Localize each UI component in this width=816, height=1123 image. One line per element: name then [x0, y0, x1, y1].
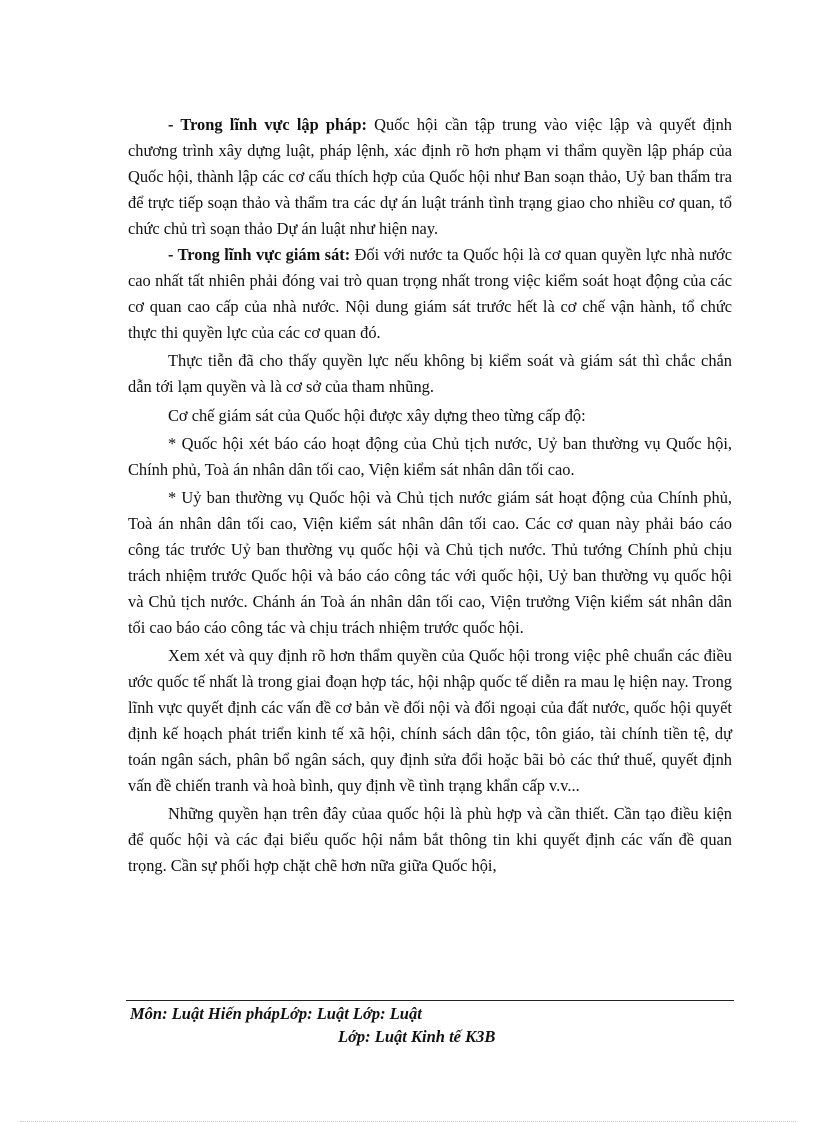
paragraph	[128, 801, 732, 879]
document-body	[128, 112, 732, 879]
paragraph-lead: - Trong lĩnh vực lập pháp:	[168, 115, 367, 134]
page-bottom-edge	[20, 1121, 796, 1122]
paragraph	[128, 485, 732, 641]
paragraph-text: * Uỷ ban thường vụ Quốc hội và Chủ tịch nước giám sát hoạt động của Chính phủ, Toà án nhân dân tối cao, Viện kiểm sát nhân dân tối cao. Các cơ quan này phải báo cáo công tác trước Uỷ ban thường vụ quốc hội và Chủ tịch nước. Thủ tướng Chính phủ chịu trách nhiệm trước Quốc hội và báo cáo công tác với quốc hội, Uỷ ban thường vụ quốc hội và Chủ tịch nước. Chánh án Toà án nhân dân tối cao, Viện trưởng Viện kiểm sát nhân dân tối cao báo cáo công tác và chịu trách nhiệm trước quốc hội.	[128, 488, 732, 637]
paragraph-text: Xem xét và quy định rõ hơn thẩm quyền của Quốc hội trong việc phê chuẩn các điều ước quốc tế nhất là trong giai đoạn hợp tác, hội nhập quốc tế diễn ra mau lẹ hiện nay. Trong lĩnh vực quyết định các vấn đề cơ bản về đối nội và đối ngoại của đất nước, quốc hội quyết định kế hoạch phát triển kinh tế xã hội, chính sách dân tộc, tôn giáo, tài chính tiền tệ, dự toán ngân sách, phân bổ ngân sách, quy định sửa đổi hoặc bãi bỏ các thứ thuế, quyết định vấn đề chiến tranh và hoà bình, quy định về tình trạng khẩn cấp v.v...	[128, 646, 732, 795]
paragraph-text: Những quyền hạn trên đây củaa quốc hội là phù hợp và cần thiết. Cần tạo điều kiện để quốc hội và các đại biểu quốc hội nắm bắt thông tin khi quyết định các vấn đề quan trọng. Cần sự phối hợp chặt chẽ hơn nữa giữa Quốc hội,	[128, 804, 732, 875]
paragraph-text: Quốc hội cần tập trung vào việc lập và quyết định chương trình xây dựng luật, pháp lệnh, xác định rõ hơn phạm vi thẩm quyền lập pháp của Quốc hội, thành lập các cơ cấu thích hợp của Quốc hội như Ban soạn thảo, Uỷ ban thẩm tra để trực tiếp soạn thảo và thẩm tra các dự án luật tránh tình trạng giao cho nhiều cơ quan, tổ chức chủ trì soạn thảo Dự án luật như hiện nay.	[128, 115, 732, 238]
footer-class-line: Lớp: Luật Kinh tế K3B	[338, 1027, 496, 1046]
paragraph	[128, 643, 732, 799]
paragraph-text: Cơ chế giám sát của Quốc hội được xây dựng theo từng cấp độ:	[168, 406, 586, 425]
paragraph-text: Thực tiễn đã cho thấy quyền lực nếu không bị kiểm soát và giám sát thì chắc chắn dẫn tới lạm quyền và là cơ sở của tham nhũng.	[128, 351, 732, 396]
paragraph-text: Đối với nước ta Quốc hội là cơ quan quyền lực nhà nước cao nhất tất nhiên phải đóng vai trò quan trọng nhất trong việc kiểm soát hoạt động của các cơ quan cao cấp của nhà nước. Nội dung giám sát trước hết là cơ chế vận hành, tổ chức thực thi quyền lực của các cơ quan đó.	[128, 245, 732, 342]
paragraph-text: * Quốc hội xét báo cáo hoạt động của Chủ tịch nước, Uỷ ban thường vụ Quốc hội, Chính phủ, Toà án nhân dân tối cao, Viện kiểm sát nhân dân tối cao.	[128, 434, 732, 479]
paragraph	[128, 431, 732, 483]
paragraph	[128, 112, 732, 242]
paragraph-lead: - Trong lĩnh vực giám sát:	[168, 245, 351, 264]
footer-course-line: Môn: Luật Hiến phápLớp: Luật Lớp: Luật	[130, 1004, 422, 1023]
footer-divider	[126, 1000, 734, 1001]
paragraph	[128, 242, 732, 346]
paragraph	[128, 403, 732, 429]
paragraph	[128, 348, 732, 400]
